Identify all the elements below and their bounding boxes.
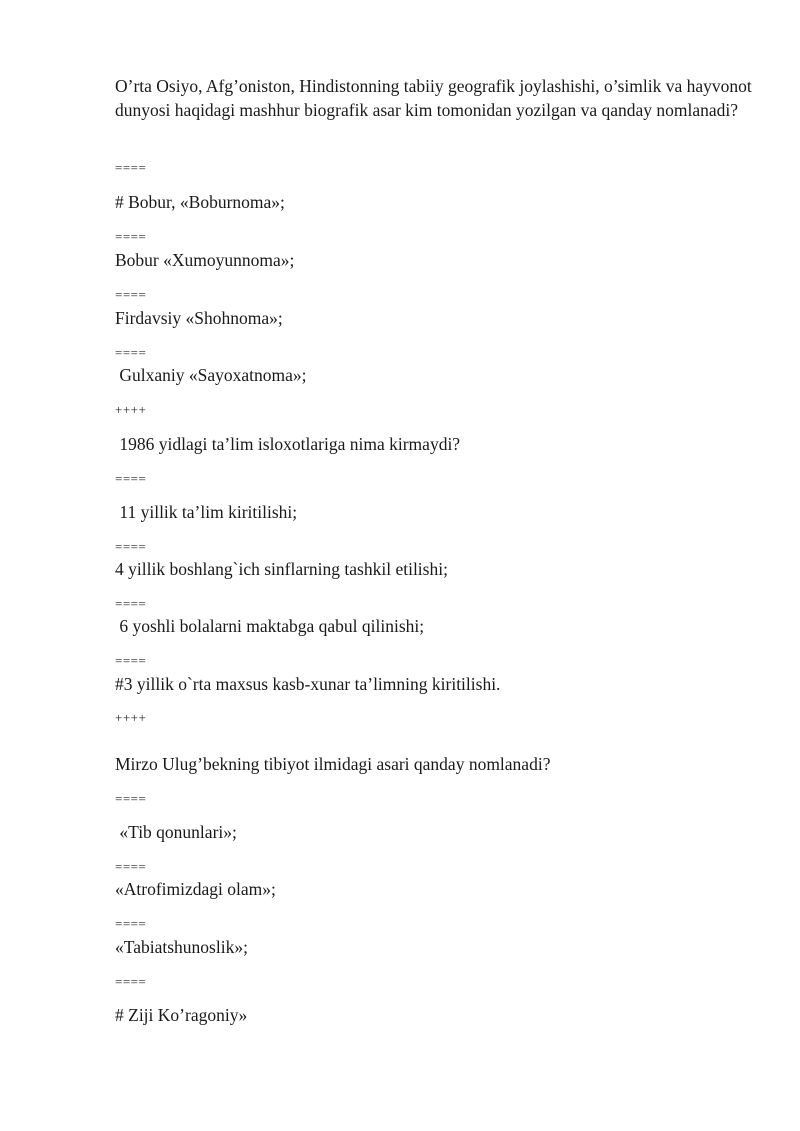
question-1-text: O’rta Osiyo, Afg’oniston, Hindistonning tabiiy geografik joylashishi, o’simlik va hayvonot dunyosi haqidagi mashhur biografik asar kim tomonidan yozilgan va qanday nomlanadi?	[115, 76, 752, 120]
separator: ====	[115, 539, 147, 554]
separator: ====	[115, 916, 147, 931]
answer-option: «Tib qonunlari»;	[115, 822, 237, 842]
separator: ====	[115, 859, 147, 874]
answer-option: #3 yillik o`rta maxsus kasb-xunar ta’limning kiritilishi.	[115, 674, 501, 694]
answer-option: Firdavsiy «Shohnoma»;	[115, 308, 283, 328]
separator: ====	[115, 229, 147, 244]
separator: ====	[115, 974, 147, 989]
separator: ====	[115, 160, 147, 175]
separator: ====	[115, 653, 147, 668]
answer-option: Gulxaniy «Sayoxatnoma»;	[115, 365, 307, 385]
separator: ====	[115, 791, 147, 806]
separator: ====	[115, 345, 147, 360]
separator: ====	[115, 596, 147, 611]
answer-option: # Bobur, «Boburnoma»;	[115, 192, 285, 212]
separator: ====	[115, 287, 147, 302]
answer-option: 6 yoshli bolalarni maktabga qabul qilinishi;	[115, 616, 425, 636]
answer-option: Bobur «Xumoyunnoma»;	[115, 250, 295, 270]
question-3-text: Mirzo Ulug’bekning tibiyot ilmidagi asari qanday nomlanadi?	[115, 754, 551, 774]
answer-option: «Tabiatshunoslik»;	[115, 937, 248, 957]
answer-option: # Ziji Ko’ragoniy»	[115, 1005, 248, 1025]
answer-option: 4 yillik boshlang`ich sinflarning tashkil etilishi;	[115, 559, 448, 579]
answer-option: «Atrofimizdagi olam»;	[115, 879, 276, 899]
question-2-text: 1986 yidlagi ta’lim isloxotlariga nima kirmaydi?	[115, 434, 461, 454]
answer-option: 11 yillik ta’lim kiritilishi;	[115, 502, 298, 522]
separator: ====	[115, 471, 147, 486]
separator: ++++	[115, 710, 147, 725]
separator: ++++	[115, 402, 147, 417]
